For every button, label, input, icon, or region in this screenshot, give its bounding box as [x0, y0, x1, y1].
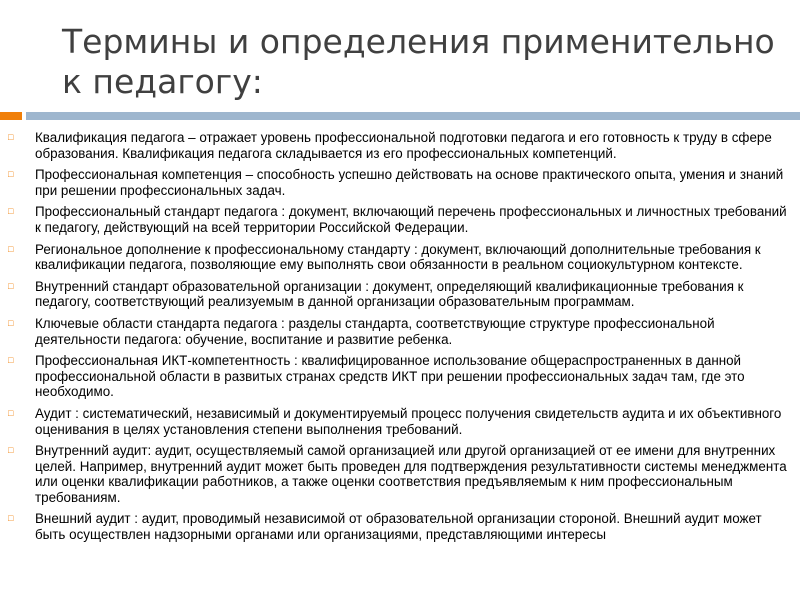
definition-text: Внутренний аудит: аудит, осуществляемый самой организацией или другой организацией от ее имени для внутренних целей. Например, внутренний аудит может быть проведен для подтверждения результативности системы менеджмента или оценки квалификации работников, а также оценки соответствия предъявляемым к ним профессиональным требованиям.	[35, 443, 787, 505]
square-bullet-icon: □	[8, 407, 14, 418]
square-bullet-icon: □	[8, 355, 14, 366]
square-bullet-icon: □	[8, 243, 14, 254]
definition-text: Профессиональная ИКТ-компетентность : квалифицированное использование общераспространенных в данной профессиональной области в развитых странах средств ИКТ при решении профессиональных задач там, где это необходимо.	[35, 353, 745, 400]
list-item	[8, 279, 793, 310]
definition-text: Квалификация педагога – отражает уровень профессиональной подготовки педагога и его готовность к труду в сфере образования. Квалификация педагога складывается из его профессиональных компетенций.	[35, 130, 772, 161]
square-bullet-icon: □	[8, 445, 14, 456]
square-bullet-icon: □	[8, 317, 14, 328]
list-item	[8, 167, 793, 198]
definition-list	[8, 130, 793, 549]
list-item	[8, 316, 793, 347]
square-bullet-icon: □	[8, 513, 14, 524]
accent-bar-blue	[26, 112, 800, 120]
square-bullet-icon: □	[8, 206, 14, 217]
square-bullet-icon: □	[8, 132, 14, 142]
list-item	[8, 130, 793, 161]
list-item	[8, 406, 793, 437]
definition-text: Внешний аудит : аудит, проводимый независимой от образовательной организации стороной. Внешний аудит может быть осуществлен надзорными органами или организациями, представляющими интересы	[35, 511, 762, 543]
square-bullet-icon: □	[8, 280, 14, 291]
accent-bar-orange	[0, 112, 22, 120]
definition-text: Региональное дополнение к профессиональному стандарту : документ, включающий дополнительные требования к квалификации педагога, позволяющие ему выполнять свои обязанности в реальном социокультурном контексте.	[35, 241, 761, 273]
list-item	[8, 242, 793, 273]
list-item	[8, 353, 793, 400]
definition-text: Профессиональная компетенция – способность успешно действовать на основе практического опыта, умения и знаний при решении профессиональных задач.	[35, 167, 784, 198]
list-item	[8, 511, 793, 542]
square-bullet-icon: □	[8, 169, 14, 180]
list-item	[8, 443, 793, 505]
list-item	[8, 204, 793, 235]
definition-text: Аудит : систематический, независимый и документируемый процесс получения свидетельств аудита и их объективного оценивания в целях установления степени выполнения требований.	[35, 405, 782, 437]
definition-text: Профессиональный стандарт педагога : документ, включающий перечень профессиональных и личностных требований к педагогу, действующий на всей территории Российской Федерации.	[35, 204, 787, 235]
slide-title: Термины и определения применительно к педагогу:	[62, 22, 775, 101]
definition-text: Ключевые области стандарта педагога : разделы стандарта, соответствующие структуре профессиональной деятельности педагога: обучение, воспитание и развитие ребенка.	[35, 315, 715, 347]
definition-text: Внутренний стандарт образовательной организации : документ, определяющий квалификационные требования к педагогу, соответствующий реализуемым в данной организации образовательным программам.	[35, 278, 744, 310]
